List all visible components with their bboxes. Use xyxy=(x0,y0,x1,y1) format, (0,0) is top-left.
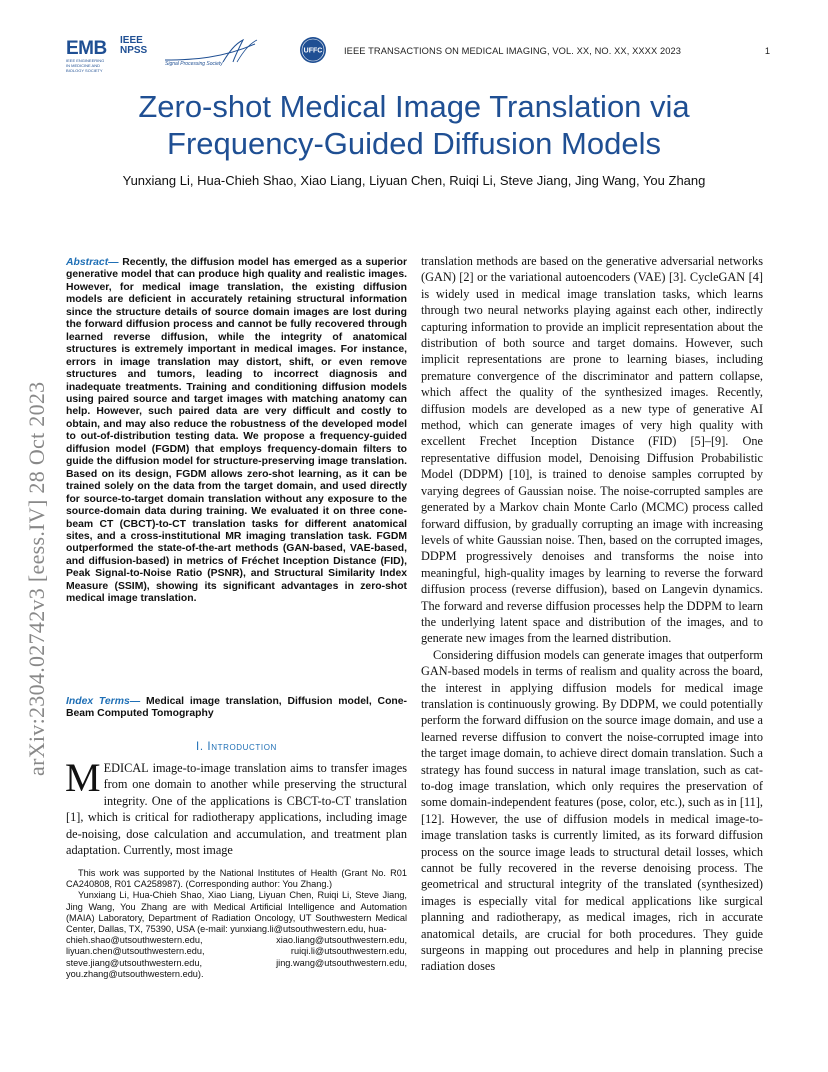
email-address: jing.wang@utsouthwestern.edu, xyxy=(276,957,407,968)
footnotes xyxy=(66,868,407,980)
email-address: liyuan.chen@utsouthwestern.edu, xyxy=(66,946,205,957)
email-list xyxy=(66,935,407,980)
introduction-text: image-to-image translation aims to transfer images from one domain to another while preserving the structural integrity. One of the applications is CBCT-to-CT translation [1], which is critical for radiotherapy applications, including image de-noising, dose calculation and accumulation, and treatment plan adaptation. Currently, most image xyxy=(66,761,408,858)
author-list: Yunxiang Li, Hua-Chieh Shao, Xiao Liang, Liyuan Chen, Ruiqi Li, Steve Jiang, Jing Wang, You Zhang xyxy=(122,173,706,188)
abstract xyxy=(66,257,407,606)
page-header xyxy=(64,34,770,73)
drop-cap: M xyxy=(65,755,101,800)
npss-logo-text: IEEE NPSS xyxy=(120,35,148,56)
body-paragraph: Considering diffusion models can generate images that outperform GAN-based models in terms of realism and quality across the board, the interest in applying diffusion models for medical image translation is continuously growing. By DDPM, we could potentially perform the forward diffusion on the source image domain, and use a learned reverse diffusion to convert the noise-corrupted image into the target image domain, to achieve direct domain translation. Such a strategy has found success in natural image translation, such as cat-to-dog image translation, which only requires the preservation of some domain-independent features (pose, color, etc.), such as in [11], [12]. However, the use of diffusion models in medical image-to-image translation tasks is currently limited, as its forward diffusion process on the source image leads to structural detail losses, which cannot be fully recovered in the reverse denoising process. The geometrical and structural integrity of the translated (synthesized) images is especially vital for medical applications like surgical planning and radiotherapy, as medical images, rich in accurate anatomical details, are crucial for both procedures. They guide surgeons in mapping out procedures and help in planning precise radiation doses xyxy=(421,647,763,974)
affiliation-footnote: Yunxiang Li, Hua-Chieh Shao, Xiao Liang, Liyuan Chen, Ruiqi Li, Steve Jiang, Jing Wang, You Zhang are with Medical Artificial Intelligence and Automation (MAIA) Laboratory, Department of Radiation Oncology, UT Southwestern Medical Center, Dallas, TX, 75390, USA (e-mail: yunxiang.li@utsouthwestern.edu, hua- xyxy=(66,890,407,935)
email-address: you.zhang@utsouthwestern.edu). xyxy=(66,968,204,979)
npss-logo xyxy=(120,36,147,56)
email-address: chieh.shao@utsouthwestern.edu, xyxy=(66,935,203,946)
emb-logo-text: EMB xyxy=(66,38,107,59)
first-word: EDICAL xyxy=(103,761,149,775)
right-column-body xyxy=(421,253,763,975)
index-terms-label: Index Terms— xyxy=(66,696,141,707)
email-address: xiao.liang@utsouthwestern.edu, xyxy=(276,935,407,946)
funding-footnote: This work was supported by the National Institutes of Health (Grant No. R01 CA240808, R01 CA258987). (Corresponding author: You Zhang.) xyxy=(66,868,407,890)
paper-title: Zero-shot Medical Image Translation via Frequency-Guided Diffusion Models xyxy=(138,89,690,161)
section-heading-text: I. Introduction xyxy=(196,741,277,753)
section-heading-introduction xyxy=(66,741,407,753)
email-address: steve.jiang@utsouthwestern.edu, xyxy=(66,957,202,968)
abstract-text: Recently, the diffusion model has emerged as a superior generative model that can produce high quality and realistic images. However, for medical image translation, the existing diffusion models are deficient in accurately retaining structural information since the structure details of source domain images are lost during the forward diffusion process and cannot be fully recovered through learned reverse diffusion, while the integrity of anatomical structures is extremely important in medical images. For instance, errors in image translation may distort, shift, or even remove structures and tumors, leading to incorrect diagnosis and inadequate treatments. Training and conditioning diffusion models using paired source and target images with matching anatomy can help. However, such paired data are very difficult and costly to obtain, and may also reduce the robustness of the developed model to out-of-distribution testing data. We propose a frequency-guided diffusion model (FGDM) that employs frequency-domain filters to guide the diffusion model for structure-preserving image translation. Based on its design, FGDM allows zero-shot learning, as it can be trained solely on the data from the target domain, and used directly for source-to-target domain translation without any exposure to the source-domain data during training. We evaluated it on three cone-beam CT (CBCT)-to-CT translation tasks for different anatomical sites, and a cross-institutional MR imaging translation task. FGDM outperformed the state-of-the-art methods (GAN-based, VAE-based, and diffusion-based) in metrics of Fréchet Inception Distance (FID), Peak Signal-to-Noise Ratio (PSNR), and Structural Similarity Index Measure (SSIM), showing its significant advantages in zero-shot medical image translation. xyxy=(66,257,407,605)
arxiv-identifier: arXiv:2304.02742v3 [eess.IV] 28 Oct 2023 xyxy=(24,381,49,776)
uffc-logo-text: UFFC xyxy=(303,47,323,55)
journal-running-head: IEEE TRANSACTIONS ON MEDICAL IMAGING, VOL. XX, NO. XX, XXXX 2023 xyxy=(344,46,682,56)
emb-logo xyxy=(66,38,107,73)
sps-logo-text: Signal Processing Society xyxy=(165,61,223,66)
abstract-label: Abstract— xyxy=(66,257,119,268)
introduction-paragraph xyxy=(65,755,408,858)
index-terms xyxy=(66,696,407,721)
uffc-logo xyxy=(299,36,327,69)
body-paragraph: translation methods are based on the generative adversarial networks (GAN) [2] or the variational autoencoders (VAE) [3]. CycleGAN [4] is widely used in medical image translation tasks, which learns through two neural networks playing against each other, indirectly capturing information to provide an implicit representation about the distribution of both source and target domains. However, such implicit representations are prone to learning biases, including premature convergence of the discriminator and pattern collapse, which affect the quality of the synthesized images. Recently, diffusion models are developed as a new type of generative AI method, which can generate images of very high quality with excellent Frechet Inception Distance (FID) [5]–[9]. One representative diffusion model, Denoising Diffusion Probabilistic Model (DDPM) [10], is trained to denoise samples corrupted by varying degrees of Gaussian noise. The noise-corrupted samples are generated by a Markov chain Monte Carlo (MCMC) process called forward diffusion, by gradually corrupting an image with increasing levels of white Gaussian noise. Then, based on the corrupted images, DDPM progressively denoises and transforms the noise into meaningful, high-quality images by learning to reverse the forward diffusion process (reverse diffusion), based on Langevin dynamics. The forward and reverse diffusion processes help the DDPM to learn the underlying latent space and distribution of the images, and to generate new images from the learned distribution. xyxy=(421,254,763,646)
index-terms-text: Medical image translation, Diffusion model, Cone-Beam Computed Tomography xyxy=(66,696,407,720)
email-address: ruiqi.li@utsouthwestern.edu, xyxy=(290,946,407,957)
emb-logo-subtext: IEEE ENGINEERING IN MEDICINE AND BIOLOGY SOCIETY xyxy=(66,58,105,73)
sps-logo xyxy=(163,38,261,66)
page-number: 1 xyxy=(764,46,770,56)
